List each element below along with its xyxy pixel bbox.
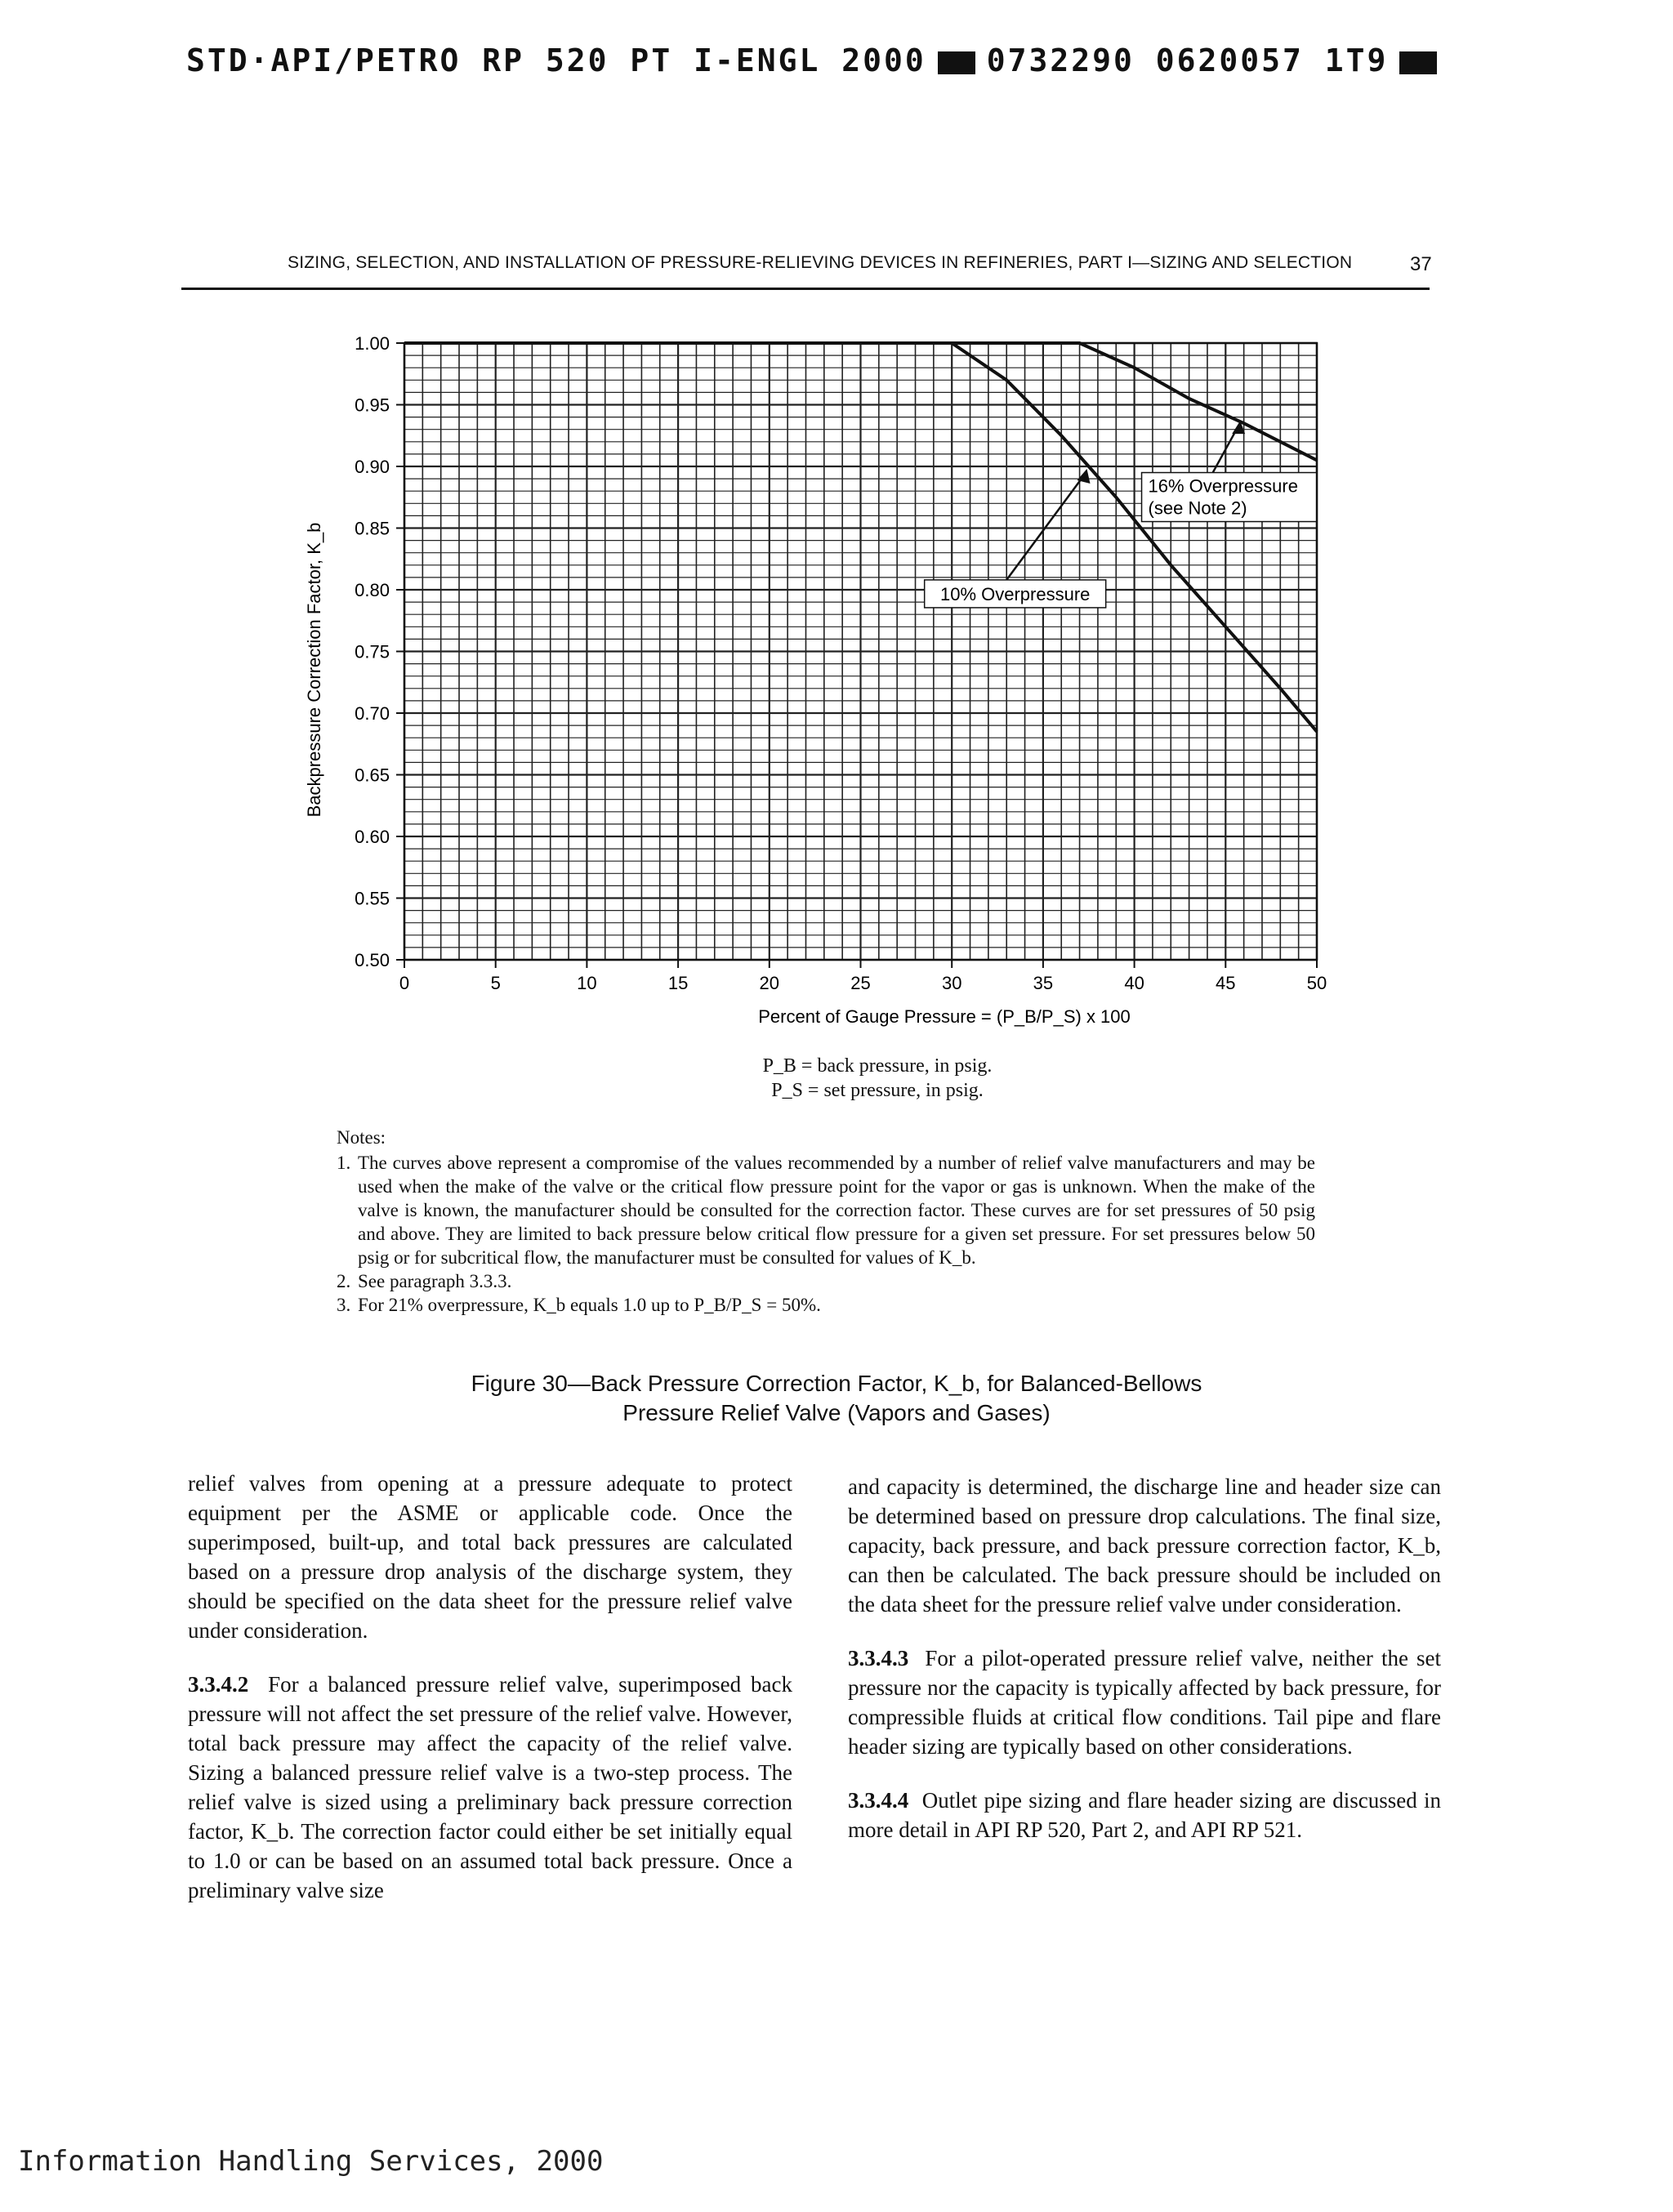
x-tick-label: 25: [850, 973, 871, 993]
body-paragraph: relief valves from opening at a pressure adequate to protect equipment per the ASME or applicable code. Once the superimposed, built-up, and total back pressures are calculated based on a pressure drop analysis of the discharge system, they should be specified on the data sheet for the pressure relief valve under consideration.: [188, 1471, 792, 1643]
note-text: For 21% overpressure, K_b equals 1.0 up to P_B/P_S = 50%.: [358, 1295, 821, 1315]
figure-caption-line-1: Figure 30—Back Pressure Correction Factor, K_b, for Balanced-Bellows: [471, 1371, 1202, 1396]
x-tick-label: 30: [941, 973, 962, 993]
note-number: 2.: [337, 1271, 351, 1291]
chart-annotations: [925, 421, 1317, 608]
paragraph-text: Outlet pipe sizing and flare header sizing are discussed in more detail in API RP 520, Part 2, and API RP 521.: [848, 1788, 1442, 1842]
body-column-right: [848, 1472, 1441, 1869]
note-item: [337, 1293, 1315, 1317]
x-tick-label: 5: [490, 973, 501, 993]
note-item: [337, 1151, 1315, 1269]
x-tick-label: 40: [1124, 973, 1144, 993]
body-paragraph: [848, 1643, 1441, 1761]
figure-caption-line-2: Pressure Relief Valve (Vapors and Gases): [622, 1400, 1051, 1425]
x-tick-label: 20: [759, 973, 780, 993]
body-column-left: [188, 1469, 792, 1929]
definition-ps: P_S = set pressure, in psig.: [771, 1080, 984, 1101]
stamp-block-1: [938, 51, 975, 74]
notes-heading: Notes:: [337, 1127, 386, 1148]
stamp-left: STD·API/PETRO RP 520 PT I-ENGL 2000: [186, 42, 926, 78]
body-paragraph: [848, 1786, 1441, 1844]
section-number: 3.3.4.3: [848, 1646, 909, 1670]
y-tick-label: 0.80: [355, 580, 390, 600]
stamp-right: 0732290 0620057 1T9: [986, 42, 1389, 78]
page-number: 37: [1410, 253, 1432, 275]
label-see-note-2: (see Note 2): [1148, 497, 1247, 519]
x-tick-label: 15: [667, 973, 689, 993]
body-paragraph: and capacity is determined, the discharge line and header size can be determined based on pressure drop calculations. The final size, capacity, back pressure, and back pressure correction factor, K_b, can then be calculated. The back pressure should be included on the data sheet for the pressure relief valve under consideration.: [848, 1474, 1441, 1617]
document-stamp: [186, 42, 1448, 78]
paragraph-text: For a pilot-operated pressure relief valve, neither the set pressure nor the capacity is typically affected by back pressure, for compressible fluids at critical flow conditions. Tail pipe and flare header sizing are typically based on other considerations.: [848, 1646, 1442, 1759]
note-number: 1.: [337, 1153, 351, 1173]
symbol-definitions: [0, 1054, 1673, 1103]
y-tick-label: 0.75: [355, 641, 390, 662]
note-text: See paragraph 3.3.3.: [358, 1271, 512, 1291]
label-16-percent-overpressure: 16% Overpressure: [1148, 475, 1298, 497]
stamp-block-2: [1399, 51, 1437, 74]
section-number: 3.3.4.4: [848, 1788, 909, 1813]
y-tick-label: 0.85: [355, 518, 390, 539]
x-tick-label: 50: [1306, 973, 1327, 993]
paragraph-text: For a balanced pressure relief valve, superimposed back pressure will not affect the set pressure of the relief valve. However, total back pressure may affect the capacity of the relief valve. Sizing a balanced pressure relief valve is a two-step process. The relief valve is sized using a preliminary back pressure correction factor, K_b. The correction factor could either be set initially equal to 1.0 or can be based on an assumed total back pressure. Once a preliminary valve size: [188, 1672, 793, 1902]
y-tick-label: 0.90: [355, 457, 390, 477]
y-tick-label: 0.55: [355, 888, 390, 909]
label-10-percent-overpressure: 10% Overpressure: [939, 583, 1091, 604]
x-tick-label: 10: [577, 973, 597, 993]
chart-grid-major: [404, 343, 1317, 960]
note-text: The curves above represent a compromise of the values recommended by a number of relief valve manufacturers and may be used when the make of the valve or the critical flow pressure point for the vapor or gas is unknown. When the make of the valve is known, the manufacturer should be consulted for the correction factor. These curves are for set pressures of 50 psig and above. They are limited to back pressure below critical flow pressure for a given set pressure. For set pressures below 50 psig or for subcritical flow, the manufacturer must be consulted for values of K_b.: [358, 1153, 1315, 1268]
x-tick-label: 35: [1033, 973, 1054, 993]
section-number: 3.3.4.2: [188, 1672, 249, 1697]
y-tick-label: 0.65: [355, 765, 390, 786]
y-tick-label: 0.70: [355, 703, 390, 724]
y-tick-label: 0.95: [355, 395, 390, 416]
figure-notes: [337, 1126, 1315, 1317]
body-paragraph: [188, 1670, 792, 1905]
header-rule: [181, 288, 1430, 290]
x-tick-label: 0: [399, 973, 410, 993]
definition-pb: P_B = back pressure, in psig.: [762, 1055, 993, 1077]
y-tick-label: 0.60: [355, 827, 390, 847]
y-tick-label: 0.50: [355, 950, 390, 970]
x-tick-label: 45: [1216, 973, 1236, 993]
kb-chart: [278, 327, 1356, 1046]
figure-caption: [0, 1369, 1673, 1428]
y-tick-label: 1.00: [355, 333, 390, 354]
note-number: 3.: [337, 1295, 351, 1315]
footer-credit: Information Handling Services, 2000: [18, 2145, 604, 2178]
chart-x-axis-label: Percent of Gauge Pressure = (P_B/P_S) x 100: [758, 1006, 1131, 1027]
running-head: SIZING, SELECTION, AND INSTALLATION OF PRESSURE-RELIEVING DEVICES IN REFINERIES, PART I—SIZING AND SELECTION: [288, 253, 1353, 272]
note-item: [337, 1269, 1315, 1293]
chart-y-axis-label: Backpressure Correction Factor, K_b: [304, 522, 324, 818]
